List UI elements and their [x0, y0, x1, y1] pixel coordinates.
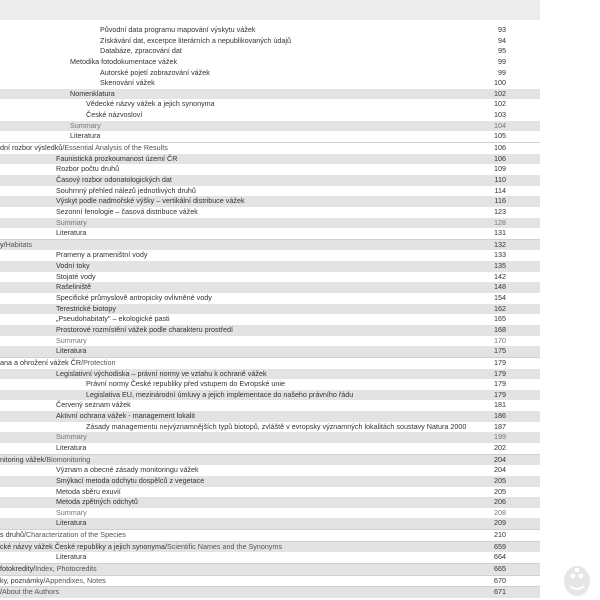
toc-entry-title — [0, 576, 106, 587]
toc-page-number: 131 — [494, 228, 506, 238]
publisher-logo-icon — [562, 564, 592, 598]
toc-entry-label: y — [0, 239, 4, 249]
toc-entry-label: Databáze, zpracování dat — [100, 46, 182, 56]
toc-chapter-row — [0, 239, 540, 251]
toc-row — [0, 314, 540, 325]
toc-chapter-row — [0, 454, 540, 466]
toc-entry-english-label: About the Authors — [2, 587, 60, 597]
toc-entry-title — [0, 530, 126, 541]
toc-entry-label: Faunistická prozkoumanost území ČR — [56, 153, 178, 163]
toc-page-number: 659 — [494, 541, 506, 551]
toc-entry-label: Aktivní ochrana vážek - management lokalit — [56, 411, 196, 421]
toc-chapter-row — [0, 529, 540, 541]
toc-page-number: 132 — [494, 239, 506, 249]
toc-entry-label: nitoring vážek — [0, 454, 45, 464]
toc-chapter-row — [0, 575, 540, 587]
toc-page-number: 175 — [494, 346, 506, 356]
toc-page-number: 165 — [494, 314, 506, 324]
toc-row — [0, 390, 540, 401]
toc-row — [0, 465, 540, 476]
toc-chapter-row — [0, 586, 540, 598]
toc-page-number: 142 — [494, 271, 506, 281]
toc-row — [0, 422, 540, 433]
toc-entry-label: Metoda zpětných odchytů — [56, 497, 138, 507]
toc-page-number: 135 — [494, 261, 506, 271]
toc-row — [0, 293, 540, 304]
toc-row — [0, 46, 540, 57]
toc-entry-label: Smýkací metoda odchytu dospělců z vegetace — [56, 475, 205, 485]
toc-page-number: 162 — [494, 303, 506, 313]
toc-row — [0, 411, 540, 422]
toc-entry-label: Literatura — [56, 228, 87, 238]
toc-entry-label: Specifické průmyslově antropicky ovlivněné vody — [56, 293, 212, 303]
toc-entry-label: fotokredity — [0, 564, 34, 574]
toc-entry-title — [0, 143, 168, 154]
toc-entry-label: Vědecké názvy vážek a jejich synonyma — [86, 99, 215, 109]
toc-page-number: 179 — [494, 368, 506, 378]
toc-entry-label: Původní data programu mapování výskytu vážek — [100, 25, 256, 34]
toc-entry-label: Literatura — [56, 552, 87, 562]
toc-page-number: 123 — [494, 206, 506, 216]
toc-entry-label: cké názvy vážek České republiky a jejich synonyma — [0, 541, 165, 551]
toc-entry-english-label: Index, Photocredits — [35, 564, 97, 574]
toc-page-number: 204 — [494, 454, 506, 464]
toc-entry-label: Sezonní fenologie – časová distribuce vážek — [56, 206, 198, 216]
toc-entry-label: „Pseudohabitaty" – ekologické pasti — [56, 314, 170, 324]
toc-page-number: 99 — [498, 56, 506, 66]
toc-row — [0, 369, 540, 380]
table-of-contents — [0, 25, 540, 598]
toc-page-number: 179 — [494, 357, 506, 367]
toc-page-number: 170 — [494, 335, 506, 345]
toc-page-number: 670 — [494, 575, 506, 585]
toc-page-number: 179 — [494, 389, 506, 399]
toc-row — [0, 175, 540, 186]
toc-entry-label: Summary — [56, 507, 87, 517]
toc-page-number: 186 — [494, 411, 506, 421]
toc-entry-label: Souhrnný přehled nálezů jednotlivých druhů — [56, 185, 196, 195]
toc-row — [0, 400, 540, 411]
toc-row — [0, 110, 540, 121]
toc-separator: / — [165, 541, 167, 551]
toc-entry-english-label: Habitats — [5, 239, 32, 249]
toc-page-number: 99 — [498, 67, 506, 77]
toc-separator: / — [43, 575, 46, 585]
toc-page-number: 665 — [494, 564, 506, 574]
toc-row — [0, 57, 540, 68]
toc-row — [0, 336, 540, 347]
toc-entry-label: Literatura — [70, 131, 101, 141]
toc-page-number: 100 — [494, 78, 506, 88]
toc-row — [0, 196, 540, 207]
toc-chapter-row — [0, 142, 540, 154]
toc-chapter-row — [0, 357, 540, 369]
toc-row — [0, 218, 540, 229]
toc-entry-title — [0, 240, 32, 251]
toc-page-number: 94 — [498, 35, 506, 45]
toc-page-number: 168 — [494, 324, 506, 334]
toc-separator: / — [3, 239, 6, 249]
toc-entry-label: Výskyt podle nadmořské výšky – vertikální distribuce vážek — [56, 196, 245, 206]
toc-entry-label: Terestrické biotopy — [56, 303, 116, 313]
toc-entry-english-label: Biomonitoring — [46, 454, 91, 464]
toc-entry-label: Literatura — [56, 518, 87, 528]
toc-entry-label: Časový rozbor odonatologických dat — [56, 174, 172, 184]
toc-page-number: 210 — [494, 530, 506, 540]
toc-row — [0, 518, 540, 529]
toc-entry-label: Summary — [70, 120, 101, 130]
toc-page-number: 106 — [494, 153, 506, 163]
toc-entry-english-label: Scientific Names and the Synonyms — [167, 541, 283, 551]
toc-page-number: 102 — [494, 99, 506, 109]
toc-entry-label: Rašeliniště — [56, 282, 92, 292]
toc-page-number: 664 — [494, 552, 506, 562]
toc-row — [0, 443, 540, 454]
toc-entry-title — [0, 542, 282, 553]
toc-entry-label: Metodika fotodokumentace vážek — [70, 56, 178, 66]
toc-page-number: 116 — [494, 196, 506, 206]
toc-row — [0, 282, 540, 293]
toc-entry-label: Stojaté vody — [56, 271, 96, 281]
toc-row — [0, 207, 540, 218]
toc-chapter-row — [0, 541, 540, 553]
toc-entry-english-label: Characterization of the Species — [25, 530, 126, 540]
toc-page-number: 93 — [498, 25, 506, 34]
toc-row — [0, 78, 540, 89]
toc-entry-label: Získávání dat, excerpce literárních a nepublikovaných údajů — [100, 35, 291, 45]
toc-entry-label: Legislativní východiska – právní normy ve vztahu k ochraně vážek — [56, 368, 267, 378]
toc-entry-english-label: Protection — [83, 357, 116, 367]
toc-entry-title — [0, 564, 97, 575]
toc-row — [0, 346, 540, 357]
toc-row — [0, 186, 540, 197]
toc-entry-english-label: Appendixes, Notes — [45, 575, 106, 585]
toc-page-number: 95 — [498, 46, 506, 56]
toc-separator: / — [44, 454, 47, 464]
toc-row — [0, 261, 540, 272]
top-shade-bar — [0, 0, 540, 20]
toc-row — [0, 99, 540, 110]
toc-entry-label: Summary — [56, 432, 87, 442]
toc-page-number: 208 — [494, 507, 506, 517]
toc-entry-label: Rozbor počtu druhů — [56, 164, 120, 174]
toc-row — [0, 164, 540, 175]
toc-entry-label: Zásady managementu nejvýznamnějších typů biotopů, zvláště v evropsky významných lokalitách soustavy Natura 2000 — [86, 421, 467, 431]
toc-page-number: 204 — [494, 465, 506, 475]
toc-row — [0, 121, 540, 132]
toc-entry-title — [0, 358, 115, 369]
toc-row — [0, 36, 540, 47]
toc-separator: / — [81, 357, 84, 367]
toc-page-number: 148 — [494, 282, 506, 292]
toc-entry-label: Summary — [56, 335, 87, 345]
toc-entry-label: Legislativa EU, mezinárodní úmluvy a jejich implementace do našeho právního řádu — [86, 389, 354, 399]
toc-entry-label: Právní normy České republiky před vstupem do Evropské unie — [86, 379, 285, 389]
toc-row — [0, 432, 540, 443]
toc-entry-label: Skenování vážek — [100, 78, 155, 88]
toc-entry-title — [0, 455, 90, 466]
toc-row — [0, 68, 540, 79]
toc-page-number: 110 — [494, 174, 506, 184]
toc-row — [0, 497, 540, 508]
toc-entry-label: Význam a obecné zásady monitoringu vážek — [56, 465, 199, 475]
toc-row — [0, 89, 540, 100]
toc-entry-label: ana a ohrožení vážek ČR — [0, 357, 82, 367]
toc-entry-label: Prostorové rozmístění vážek podle charakteru prostředí — [56, 324, 233, 334]
toc-separator: / — [0, 587, 2, 597]
toc-row — [0, 272, 540, 283]
toc-row — [0, 131, 540, 142]
toc-page-number: 102 — [494, 88, 506, 98]
toc-page-number: 109 — [494, 164, 506, 174]
toc-entry-label: Autorské pojetí zobrazování vážek — [100, 67, 210, 77]
toc-entry-label: Červený seznam vážek — [56, 400, 131, 410]
toc-row — [0, 154, 540, 165]
toc-entry-label: České názvosloví — [86, 110, 143, 120]
toc-row — [0, 325, 540, 336]
toc-page-number: 128 — [494, 217, 506, 227]
toc-chapter-row — [0, 563, 540, 575]
toc-row — [0, 487, 540, 498]
toc-entry-label: Nomenklatura — [70, 88, 115, 98]
toc-entry-label: Literatura — [56, 346, 87, 356]
toc-page-number: 133 — [494, 250, 506, 260]
toc-entry-english-label: Essential Analysis of the Results — [64, 143, 168, 153]
toc-row — [0, 228, 540, 239]
toc-page-number: 106 — [494, 143, 506, 153]
toc-separator: / — [33, 564, 36, 574]
toc-entry-label: Prameny a prameništní vody — [56, 250, 148, 260]
toc-page-number: 105 — [494, 131, 506, 141]
toc-entry-title — [0, 587, 59, 598]
toc-row — [0, 25, 540, 36]
toc-entry-label: s druhů — [0, 530, 24, 540]
toc-entry-label: Metoda sběru exuvií — [56, 486, 121, 496]
toc-page-number: 209 — [494, 518, 506, 528]
toc-entry-label: Literatura — [56, 442, 87, 452]
toc-entry-label: Vodní toky — [56, 261, 90, 271]
toc-separator: / — [62, 143, 65, 153]
toc-page-number: 154 — [494, 293, 506, 303]
toc-page-number: 179 — [494, 379, 506, 389]
toc-row — [0, 379, 540, 390]
toc-page-number: 104 — [494, 120, 506, 130]
toc-row — [0, 304, 540, 315]
toc-page-number: 206 — [494, 497, 506, 507]
toc-entry-label: Summary — [56, 217, 87, 227]
toc-page-number: 114 — [494, 185, 506, 195]
toc-entry-label: dní rozbor výsledků — [0, 143, 63, 153]
toc-page-number: 205 — [494, 486, 506, 496]
toc-page-number: 181 — [494, 400, 506, 410]
toc-page-number: 103 — [494, 110, 506, 120]
toc-page-number: 187 — [494, 421, 506, 431]
toc-row — [0, 508, 540, 519]
toc-entry-label: ky, poznámky — [0, 575, 44, 585]
toc-separator: / — [23, 530, 26, 540]
toc-page-number: 199 — [494, 432, 506, 442]
toc-row — [0, 552, 540, 563]
toc-page-number: 671 — [494, 587, 506, 597]
toc-page-number: 202 — [494, 442, 506, 452]
toc-page-number: 205 — [494, 475, 506, 485]
toc-row — [0, 476, 540, 487]
toc-row — [0, 250, 540, 261]
